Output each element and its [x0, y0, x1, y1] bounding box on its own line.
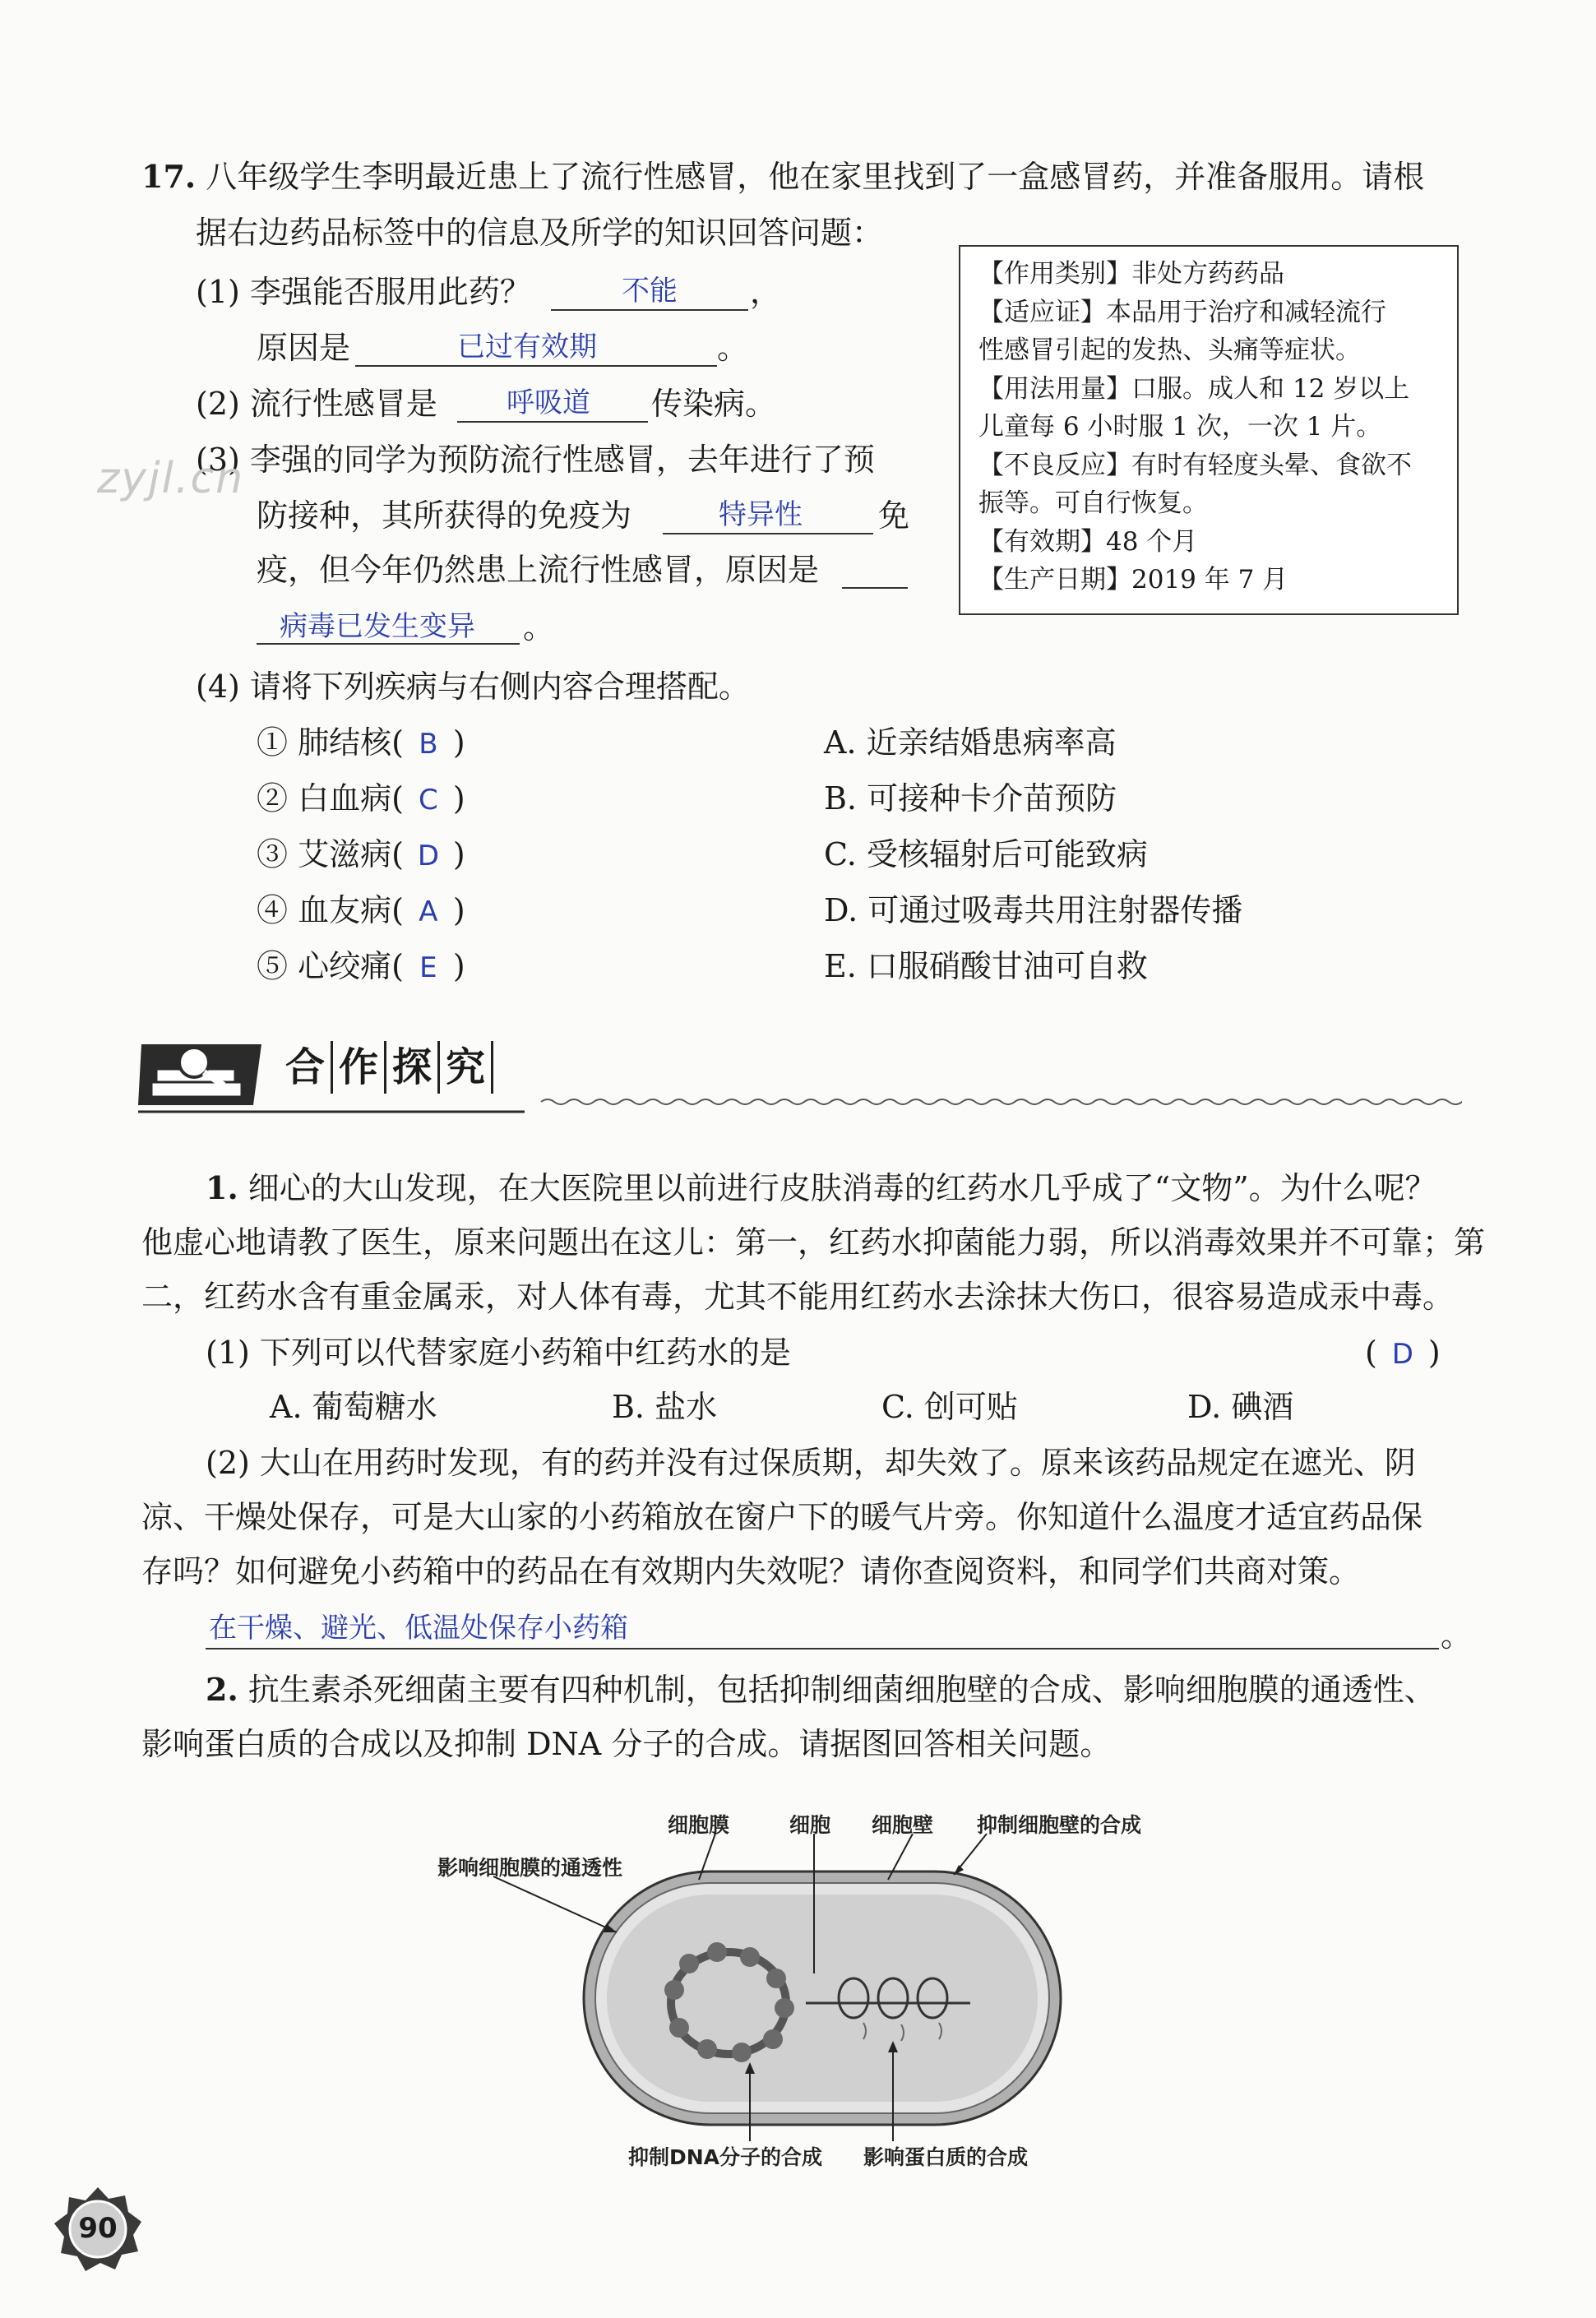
match-left-item: ② 白血病( C ) [257, 778, 465, 821]
q17-number: 17. [141, 158, 197, 195]
q17-p1-reason-blank [355, 365, 717, 367]
match-right-item: B. 可接种卡介苗预防 [824, 780, 1117, 817]
c1-sub2-end: 。 [1441, 1617, 1473, 1654]
drug-label-box [959, 245, 1459, 615]
q17-p3-line2-prefix: 防接种，其所获得的免疫为 [257, 497, 632, 534]
section-title [280, 1041, 493, 1108]
label-inhibit-wall: 抑制细胞壁的合成 [977, 1813, 1142, 1837]
q17-p2-blank [457, 421, 648, 423]
c2-line2: 影响蛋白质的合成以及抑制 DNA 分子的合成。请据图回答相关问题。 [141, 1726, 1112, 1762]
q17-p2-prefix: (2) 流行性感冒是 [196, 386, 437, 422]
section-title-char: 探 [386, 1041, 440, 1094]
label-permeability: 影响细胞膜的通透性 [437, 1856, 623, 1880]
c1-sub1: (1) 下列可以代替家庭小药箱中红药水的是 [206, 1335, 791, 1371]
section-title-char: 合 [280, 1041, 333, 1094]
c1-sub1-answer: D [1391, 1338, 1413, 1371]
drug-label-line: 【用法用量】口服。成人和 12 岁以上 [978, 373, 1410, 404]
q17-p1-comma: ， [750, 274, 782, 310]
c1-sub2-answer: 在干燥、避光、低温处保存小药箱 [209, 1612, 628, 1645]
match-right-item: A. 近亲结婚患病率高 [824, 724, 1117, 761]
c1-para-line3: 二，红药水含有重金属汞，对人体有毒，尤其不能用红药水去涂抹大伤口，很容易造成汞中毒。 [141, 1279, 1455, 1315]
c1-sub2-line3: 存吗？如何避免小药箱中的药品在有效期内失效呢？请你查阅资料，和同学们共商对策。 [141, 1553, 1361, 1589]
label-membrane: 细胞膜 [668, 1813, 730, 1837]
q17-p3-answer2: 病毒已发生变异 [280, 610, 475, 643]
q17-p1-reason-answer: 已过有效期 [457, 331, 597, 363]
match-right-item: D. 可通过吸毒共用注射器传播 [824, 892, 1243, 928]
c1-option: D. 碘酒 [1187, 1389, 1294, 1425]
q17-p2-suffix: 传染病。 [651, 386, 777, 422]
match-answer: C [419, 784, 438, 817]
drug-label-line: 振等。可自行恢复。 [978, 488, 1208, 518]
q17-p3-line1: (3) 李强的同学为预防流行性感冒，去年进行了预 [196, 442, 875, 478]
match-right-item: E. 口服硝酸甘油可自救 [824, 948, 1148, 984]
q17-p1-blank [551, 309, 748, 311]
section-title-char: 究 [440, 1041, 493, 1094]
page-number: 90 [78, 2212, 118, 2245]
drug-label-line: 【作用类别】非处方药药品 [978, 259, 1284, 289]
q17-p3-blank2-start [842, 587, 908, 589]
label-protein: 影响蛋白质的合成 [863, 2145, 1029, 2169]
q17-p3-blank1 [663, 533, 873, 534]
match-answer: B [419, 728, 438, 761]
watermark: zyjl.cn [97, 454, 245, 503]
c1-sub2-blank [206, 1648, 1439, 1649]
label-cell: 细胞 [789, 1813, 831, 1837]
label-wall: 细胞壁 [872, 1813, 934, 1837]
drug-label-line: 性感冒引起的发热、头痛等症状。 [978, 335, 1361, 365]
c2-number: 2. [206, 1671, 238, 1708]
c1-number: 1. [206, 1169, 238, 1206]
drug-label-line: 儿童每 6 小时服 1 次，一次 1 片。 [978, 412, 1382, 442]
match-left-item: ③ 艾滋病( D ) [257, 834, 465, 877]
drug-label-line: 【生产日期】2019 年 7 月 [978, 565, 1288, 595]
q17-stem-line2: 据右边药品标签中的信息及所学的知识回答问题： [196, 215, 884, 251]
c1-para-line1: 1. 细心的大山发现，在大医院里以前进行皮肤消毒的红药水几乎成了“文物”。为什么呢？ [206, 1169, 1436, 1206]
match-left-item: ④ 血友病( A ) [257, 890, 465, 932]
c1-option: C. 创可贴 [881, 1389, 1018, 1425]
drug-label-line: 【不良反应】有时有轻度头晕、食欲不 [978, 450, 1412, 480]
section-title-char: 作 [333, 1041, 386, 1094]
match-answer: E [419, 951, 437, 984]
q17-stem-line1: 17. 八年级学生李明最近患上了流行性感冒，他在家里找到了一盒感冒药，并准备服用。请根 [141, 158, 1425, 195]
q17-p1-reason-prefix: 原因是 [257, 330, 351, 366]
drug-label-line: 【有效期】48 个月 [978, 526, 1198, 557]
q17-p3-line2-suffix: 免 [878, 497, 910, 534]
q17-p3-line3: 疫，但今年仍然患上流行性感冒，原因是 [257, 552, 820, 588]
wavy-rule [541, 1099, 1462, 1104]
q17-p3-end: 。 [523, 609, 555, 645]
q17-p2-answer: 呼吸道 [507, 386, 590, 419]
c1-option: A. 葡萄糖水 [270, 1389, 437, 1425]
q17-p1-end: 。 [717, 330, 749, 366]
label-inhibit-dna: 抑制DNA分子的合成 [628, 2145, 823, 2169]
match-right-item: C. 受核辐射后可能致病 [824, 836, 1148, 872]
match-answer: D [417, 840, 439, 872]
c1-sub1-bracket: ( D ) [1365, 1332, 1441, 1375]
c1-option: B. 盐水 [612, 1389, 718, 1425]
c1-sub2-line1: (2) 大山在用药时发现，有的药并没有过保质期，却失效了。原来该药品规定在遮光、阴 [206, 1445, 1416, 1481]
q17-p3-answer1: 特异性 [719, 498, 803, 531]
c1-para-line2: 他虚心地请教了医生，原来问题出在这儿：第一，红药水抑菌能力弱，所以消毒效果并不可靠；第 [141, 1224, 1486, 1261]
c1-sub2-line2: 凉、干燥处保存，可是大山家的小药箱放在窗户下的暖气片旁。你知道什么温度才适宜药品保 [141, 1499, 1423, 1535]
drug-label-line: 【适应证】本品用于治疗和减轻流行 [978, 297, 1386, 327]
match-answer: A [419, 895, 438, 928]
q17-p4-title: (4) 请将下列疾病与右侧内容合理搭配。 [196, 669, 750, 705]
match-left-item: ① 肺结核( B ) [257, 722, 465, 765]
c2-line1: 2. 抗生素杀死细菌主要有四种机制，包括抑制细菌细胞壁的合成、影响细胞膜的通透性、 [206, 1671, 1436, 1708]
q17-p1-answer: 不能 [622, 275, 678, 308]
leader-permeability [493, 1876, 617, 1932]
match-left-item: ⑤ 心绞痛( E ) [257, 946, 465, 988]
q17-p1-question: (1) 李强能否服用此药？ [196, 274, 531, 310]
